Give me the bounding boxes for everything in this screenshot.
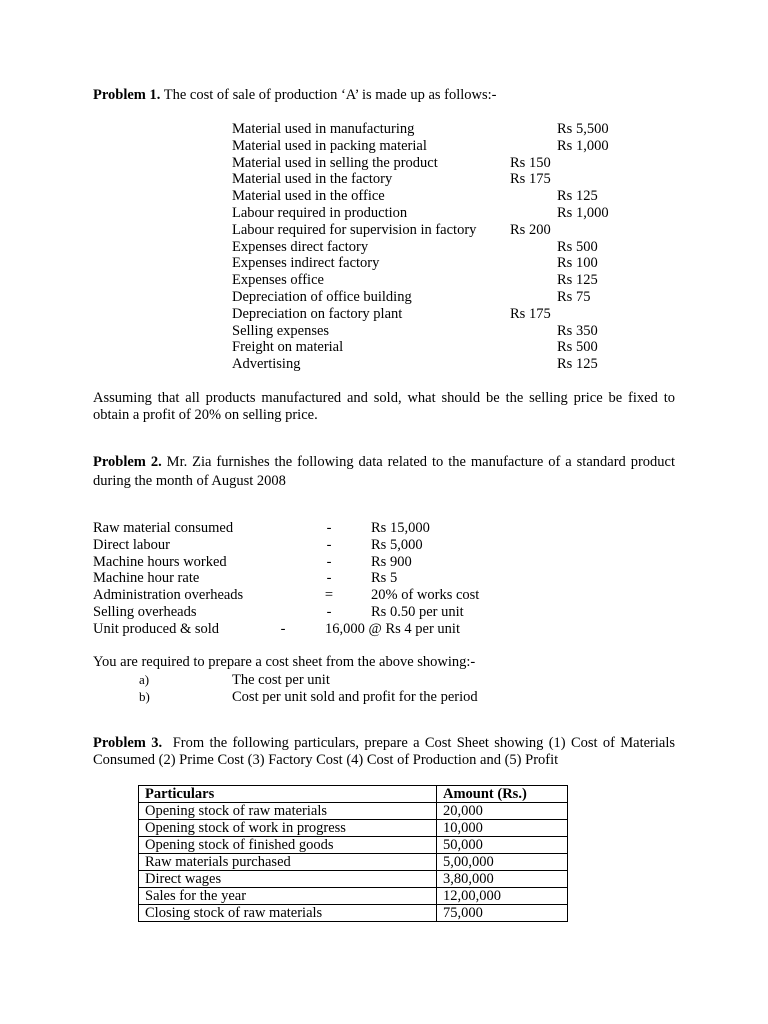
- problem1-intro: The cost of sale of production ‘A’ is made up as follows:-: [163, 87, 497, 103]
- cost-item-row: [0, 306, 768, 323]
- table-row: [139, 854, 568, 871]
- cost-item-label: Expenses indirect factory: [232, 255, 380, 272]
- cost-item-label: Material used in packing material: [232, 137, 427, 154]
- cost-item-inner-amount: Rs 175: [510, 171, 551, 188]
- table-row: [139, 871, 568, 888]
- requirement-part-letter: b): [139, 689, 150, 704]
- data-item-value: Rs 15,000: [371, 520, 430, 536]
- data-item-row: [0, 587, 768, 604]
- table-row: [139, 803, 568, 820]
- table-cell-amount: 5,00,000: [437, 854, 568, 871]
- problem2-requirement: You are required to prepare a cost sheet from the above showing:-: [93, 654, 476, 670]
- problem3-intro: From the following particulars, prepare a Cost Sheet showing (1) Cost of Materials Consumed (2) Prime Cost (3) Factory Cost (4) Cost of Production and (5) Profit: [93, 735, 676, 768]
- data-item-label: Administration overheads: [93, 587, 244, 604]
- cost-item-row: [0, 289, 768, 306]
- cost-item-row: [0, 323, 768, 340]
- cost-item-outer-amount: Rs 125: [557, 356, 598, 373]
- cost-item-row: [0, 138, 768, 155]
- cost-item-row: [0, 255, 768, 272]
- table-cell-particular: Opening stock of raw materials: [139, 803, 437, 820]
- cost-item-row: [0, 356, 768, 373]
- data-item-separator: -: [326, 553, 332, 570]
- cost-item-label: Expenses office: [232, 272, 324, 289]
- problem1-heading: [93, 87, 675, 104]
- data-item-separator: -: [326, 536, 332, 553]
- data-item-value: 16,000 @ Rs 4 per unit: [325, 620, 460, 637]
- cost-item-row: [0, 171, 768, 188]
- cost-item-label: Material used in the factory: [232, 171, 393, 188]
- table-cell-amount: 20,000: [437, 803, 568, 820]
- table-cell-amount: 75,000: [437, 905, 568, 922]
- cost-item-inner-amount: Rs 150: [510, 154, 551, 171]
- requirement-part: [0, 672, 768, 689]
- cost-item-outer-amount: Rs 500: [557, 238, 598, 255]
- table-header-row: [139, 786, 568, 803]
- data-item-row: [0, 520, 768, 537]
- table-body: [139, 803, 568, 922]
- table-row: [139, 905, 568, 922]
- data-item-row: [0, 604, 768, 621]
- data-item-row: [0, 554, 768, 571]
- data-item-separator: -: [326, 520, 332, 536]
- table-cell-particular: Opening stock of work in progress: [139, 820, 437, 837]
- data-item-row: [0, 570, 768, 587]
- cost-item-outer-amount: Rs 350: [557, 322, 598, 339]
- data-item-label: Raw material consumed: [93, 520, 234, 536]
- data-item-label: Direct labour: [93, 536, 170, 553]
- table-row: [139, 888, 568, 905]
- table-cell-particular: Opening stock of finished goods: [139, 837, 437, 854]
- table-cell-particular: Sales for the year: [139, 888, 437, 905]
- data-item-value: 20% of works cost: [371, 587, 480, 604]
- table-cell-amount: 12,00,000: [437, 888, 568, 905]
- data-item-value: Rs 0.50 per unit: [371, 604, 464, 620]
- cost-item-outer-amount: Rs 125: [557, 188, 598, 205]
- cost-item-row: [0, 188, 768, 205]
- particulars-table: [138, 785, 568, 922]
- data-item-separator: -: [326, 604, 332, 620]
- cost-item-label: Advertising: [232, 356, 301, 373]
- data-item-separator: -: [280, 620, 286, 637]
- cost-item-label: Depreciation of office building: [232, 289, 412, 305]
- requirement-part-text: The cost per unit: [232, 672, 330, 688]
- data-item-value: Rs 900: [371, 553, 412, 570]
- cost-item-outer-amount: Rs 5,500: [557, 121, 609, 137]
- table-cell-amount: 3,80,000: [437, 871, 568, 888]
- data-item-separator: -: [326, 570, 332, 587]
- data-item-value: Rs 5: [371, 570, 398, 587]
- requirement-part: [0, 689, 768, 706]
- cost-item-outer-amount: Rs 125: [557, 272, 598, 289]
- cost-item-row: [0, 239, 768, 256]
- data-item-label: Unit produced & sold: [93, 620, 220, 637]
- cost-item-row: [0, 339, 768, 356]
- table-cell-particular: Raw materials purchased: [139, 854, 437, 871]
- cost-item-row: [0, 121, 768, 138]
- table-header-amount: Amount (Rs.): [437, 786, 568, 803]
- problem1-title: Problem 1.: [93, 87, 161, 103]
- data-item-separator: =: [324, 587, 334, 604]
- cost-item-label: Depreciation on factory plant: [232, 305, 403, 322]
- data-item-label: Selling overheads: [93, 604, 197, 620]
- cost-item-row: [0, 272, 768, 289]
- problem2-heading: [93, 453, 675, 491]
- cost-item-outer-amount: Rs 1,000: [557, 137, 609, 154]
- problem2-intro: Mr. Zia furnishes the following data related to the manufacture of a standard product during the month of August 2008: [93, 454, 676, 489]
- problem3-heading: [93, 735, 675, 769]
- cost-item-inner-amount: Rs 175: [510, 305, 551, 322]
- table-header-particulars: Particulars: [139, 786, 437, 803]
- data-item-row: [0, 537, 768, 554]
- table-cell-particular: Direct wages: [139, 871, 437, 888]
- cost-item-outer-amount: Rs 100: [557, 255, 598, 272]
- cost-item-label: Selling expenses: [232, 322, 330, 339]
- cost-item-outer-amount: Rs 1,000: [557, 205, 609, 221]
- table-row: [139, 820, 568, 837]
- requirement-part-text: Cost per unit sold and profit for the period: [232, 689, 478, 705]
- table-cell-amount: 50,000: [437, 837, 568, 854]
- cost-item-outer-amount: Rs 500: [557, 339, 598, 356]
- table-row: [139, 837, 568, 854]
- data-item-label: Machine hour rate: [93, 570, 200, 587]
- cost-item-row: [0, 155, 768, 172]
- data-item-label: Machine hours worked: [93, 553, 227, 570]
- cost-item-label: Freight on material: [232, 339, 344, 356]
- data-item-row: [0, 621, 768, 638]
- cost-item-label: Expenses direct factory: [232, 238, 369, 255]
- cost-item-label: Material used in manufacturing: [232, 121, 415, 137]
- requirement-part-letter: a): [139, 672, 150, 687]
- problem3-title: Problem 3.: [93, 735, 163, 751]
- table-cell-particular: Closing stock of raw materials: [139, 905, 437, 922]
- cost-item-label: Material used in the office: [232, 188, 385, 205]
- problem2-title: Problem 2.: [93, 454, 162, 470]
- table-cell-amount: 10,000: [437, 820, 568, 837]
- cost-item-row: [0, 205, 768, 222]
- cost-item-outer-amount: Rs 75: [557, 289, 591, 305]
- cost-item-label: Labour required in production: [232, 205, 408, 221]
- cost-item-label: Labour required for supervision in factory: [232, 221, 477, 238]
- cost-item-row: [0, 222, 768, 239]
- cost-item-inner-amount: Rs 200: [510, 221, 551, 238]
- problem1-question: Assuming that all products manufactured and sold, what should be the selling price be fixed to obtain a profit of 20% on selling price.: [93, 390, 675, 423]
- data-item-value: Rs 5,000: [371, 536, 423, 553]
- cost-item-label: Material used in selling the product: [232, 154, 438, 171]
